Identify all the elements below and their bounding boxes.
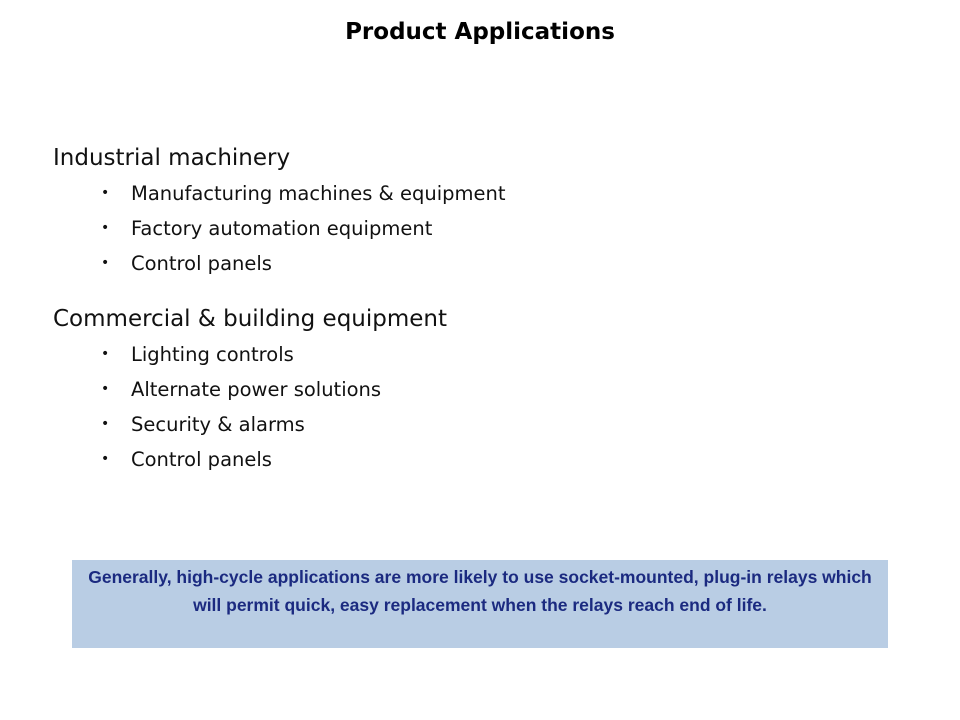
bullet-dot-icon: • [101,451,110,467]
list-item-text: Alternate power solutions [131,378,382,401]
list-item-text: Factory automation equipment [131,217,433,240]
bullet-dot-icon: • [101,416,110,432]
list-item-text: Control panels [131,448,272,471]
section-heading: Commercial & building equipment [53,306,448,332]
bullet-list [53,176,913,281]
list-item-text: Control panels [131,252,272,275]
list-item [101,442,913,477]
bullet-dot-icon: • [101,255,110,271]
bullet-list [53,337,913,477]
list-item [101,407,913,442]
section-heading: Industrial machinery [53,145,291,171]
application-list [53,140,913,477]
bullet-dot-icon: • [101,220,110,236]
bullet-dot-icon: • [101,381,110,397]
bullet-dot-icon: • [101,346,110,362]
section-commercial-building [53,301,913,477]
list-item [101,211,913,246]
list-item [101,337,913,372]
list-item-text: Lighting controls [131,343,294,366]
list-item [101,176,913,211]
callout-note: Generally, high-cycle applications are more likely to use socket-mounted, plug-in relays which will permit quick, easy replacement when the relays reach end of life. [72,560,888,648]
list-item [101,246,913,281]
bullet-dot-icon: • [101,185,110,201]
section-industrial-machinery [53,140,913,281]
slide-title: Product Applications [345,19,615,45]
list-item-text: Security & alarms [131,413,305,436]
list-item [101,372,913,407]
list-item-text: Manufacturing machines & equipment [131,182,506,205]
